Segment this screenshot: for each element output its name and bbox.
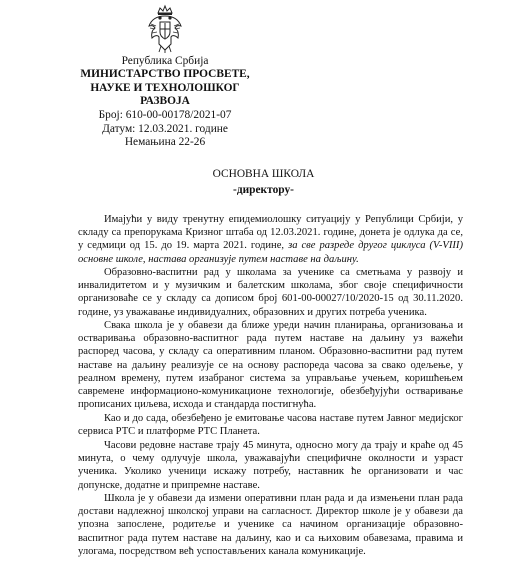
header-ministry-line3: РАЗВОЈА [140,95,190,107]
paragraph-5: Часови редовне наставе трају 45 минута, односно могу да трају и краће од 45 минута, о чему одлучује школа, уважавајући специфичне околности и узраст ученика. Уколико ученици искажу потребу, наставник ће организовати и час допунске, додатне и припремне наставе. [78,440,463,491]
serbia-coat-of-arms-icon [147,4,183,54]
paragraph-6: Школа је у обавези да измени оперативни план рада и да измењени план рада достави надлежној школској управи на сагласност. Директор школе је у обавези да упозна запослене, родитеље и ученике са начином организације образовно-васпитног рада путем наставе на даљину, као и са њиховим обавезама, правима и улогама, посредством већ успостављених канала комуникације. [78,493,463,557]
recipient-subtitle: -директору- [233,184,294,196]
header-ministry-line1: МИНИСТАРСТВО ПРОСВЕТЕ, [80,68,250,80]
paragraph-3: Свака школа је у обавези да ближе уреди начин планирања, организовања и остваривања образовно-васпитног рада путем наставе на даљину уз важећи распоред часова, у складу са оперативним планом. Образовно-васпитни рад путем наставе на даљину реализује се на основу распореда часова за свако одељење, у реалном времену, путем изабраног система за управљање учењем, коришћењем савремене информационо-комуникационе технологије, обезбеђујући остваривање прописаних циљева, исхода и стандарда постигнућа. [78,320,463,411]
paragraph-1-text: Имајући у виду тренутну епидемиолошку ситуацију у Републици Србији, у складу са препорукама Кризног штаба од 12.03.2021. године, донета је одлука да се, у седмици од 15. до 19. марта 2021. године, [78,214,463,252]
paragraph-2: Образовно-васпитни рад у школама за ученике са сметњама у развоју и инвалидитетом и у музичким и балетским школама, због своје специфичности организоваће се у складу са дописом број 601-00-00027/10/2020-15 од 30.11.2020. године, уз уважавање индивидуалних, образовних и других потреба ученика. [78,267,463,318]
header-address: Немањина 22-26 [124,136,206,148]
header-ministry-line2: НАУКЕ И ТЕХНОЛОШКОГ [90,82,240,94]
header-date: Датум: 12.03.2021. године [102,123,228,135]
paragraph-1 [78,213,463,266]
recipient-title: ОСНОВНА ШКОЛА [212,168,315,180]
header-reference-number: Број: 610-00-00178/2021-07 [98,109,232,121]
header-country: Република Србија [121,55,209,67]
paragraph-1-emphasis: за све разреде другог циклуса (V-VIII) основне школе, настава организује путем наставе на даљину. [78,240,463,265]
paragraph-4: Као и до сада, обезбеђено је емитовање часова наставе путем Јавног медијског сервиса РТС и платформе РТС Планета. [78,413,463,438]
